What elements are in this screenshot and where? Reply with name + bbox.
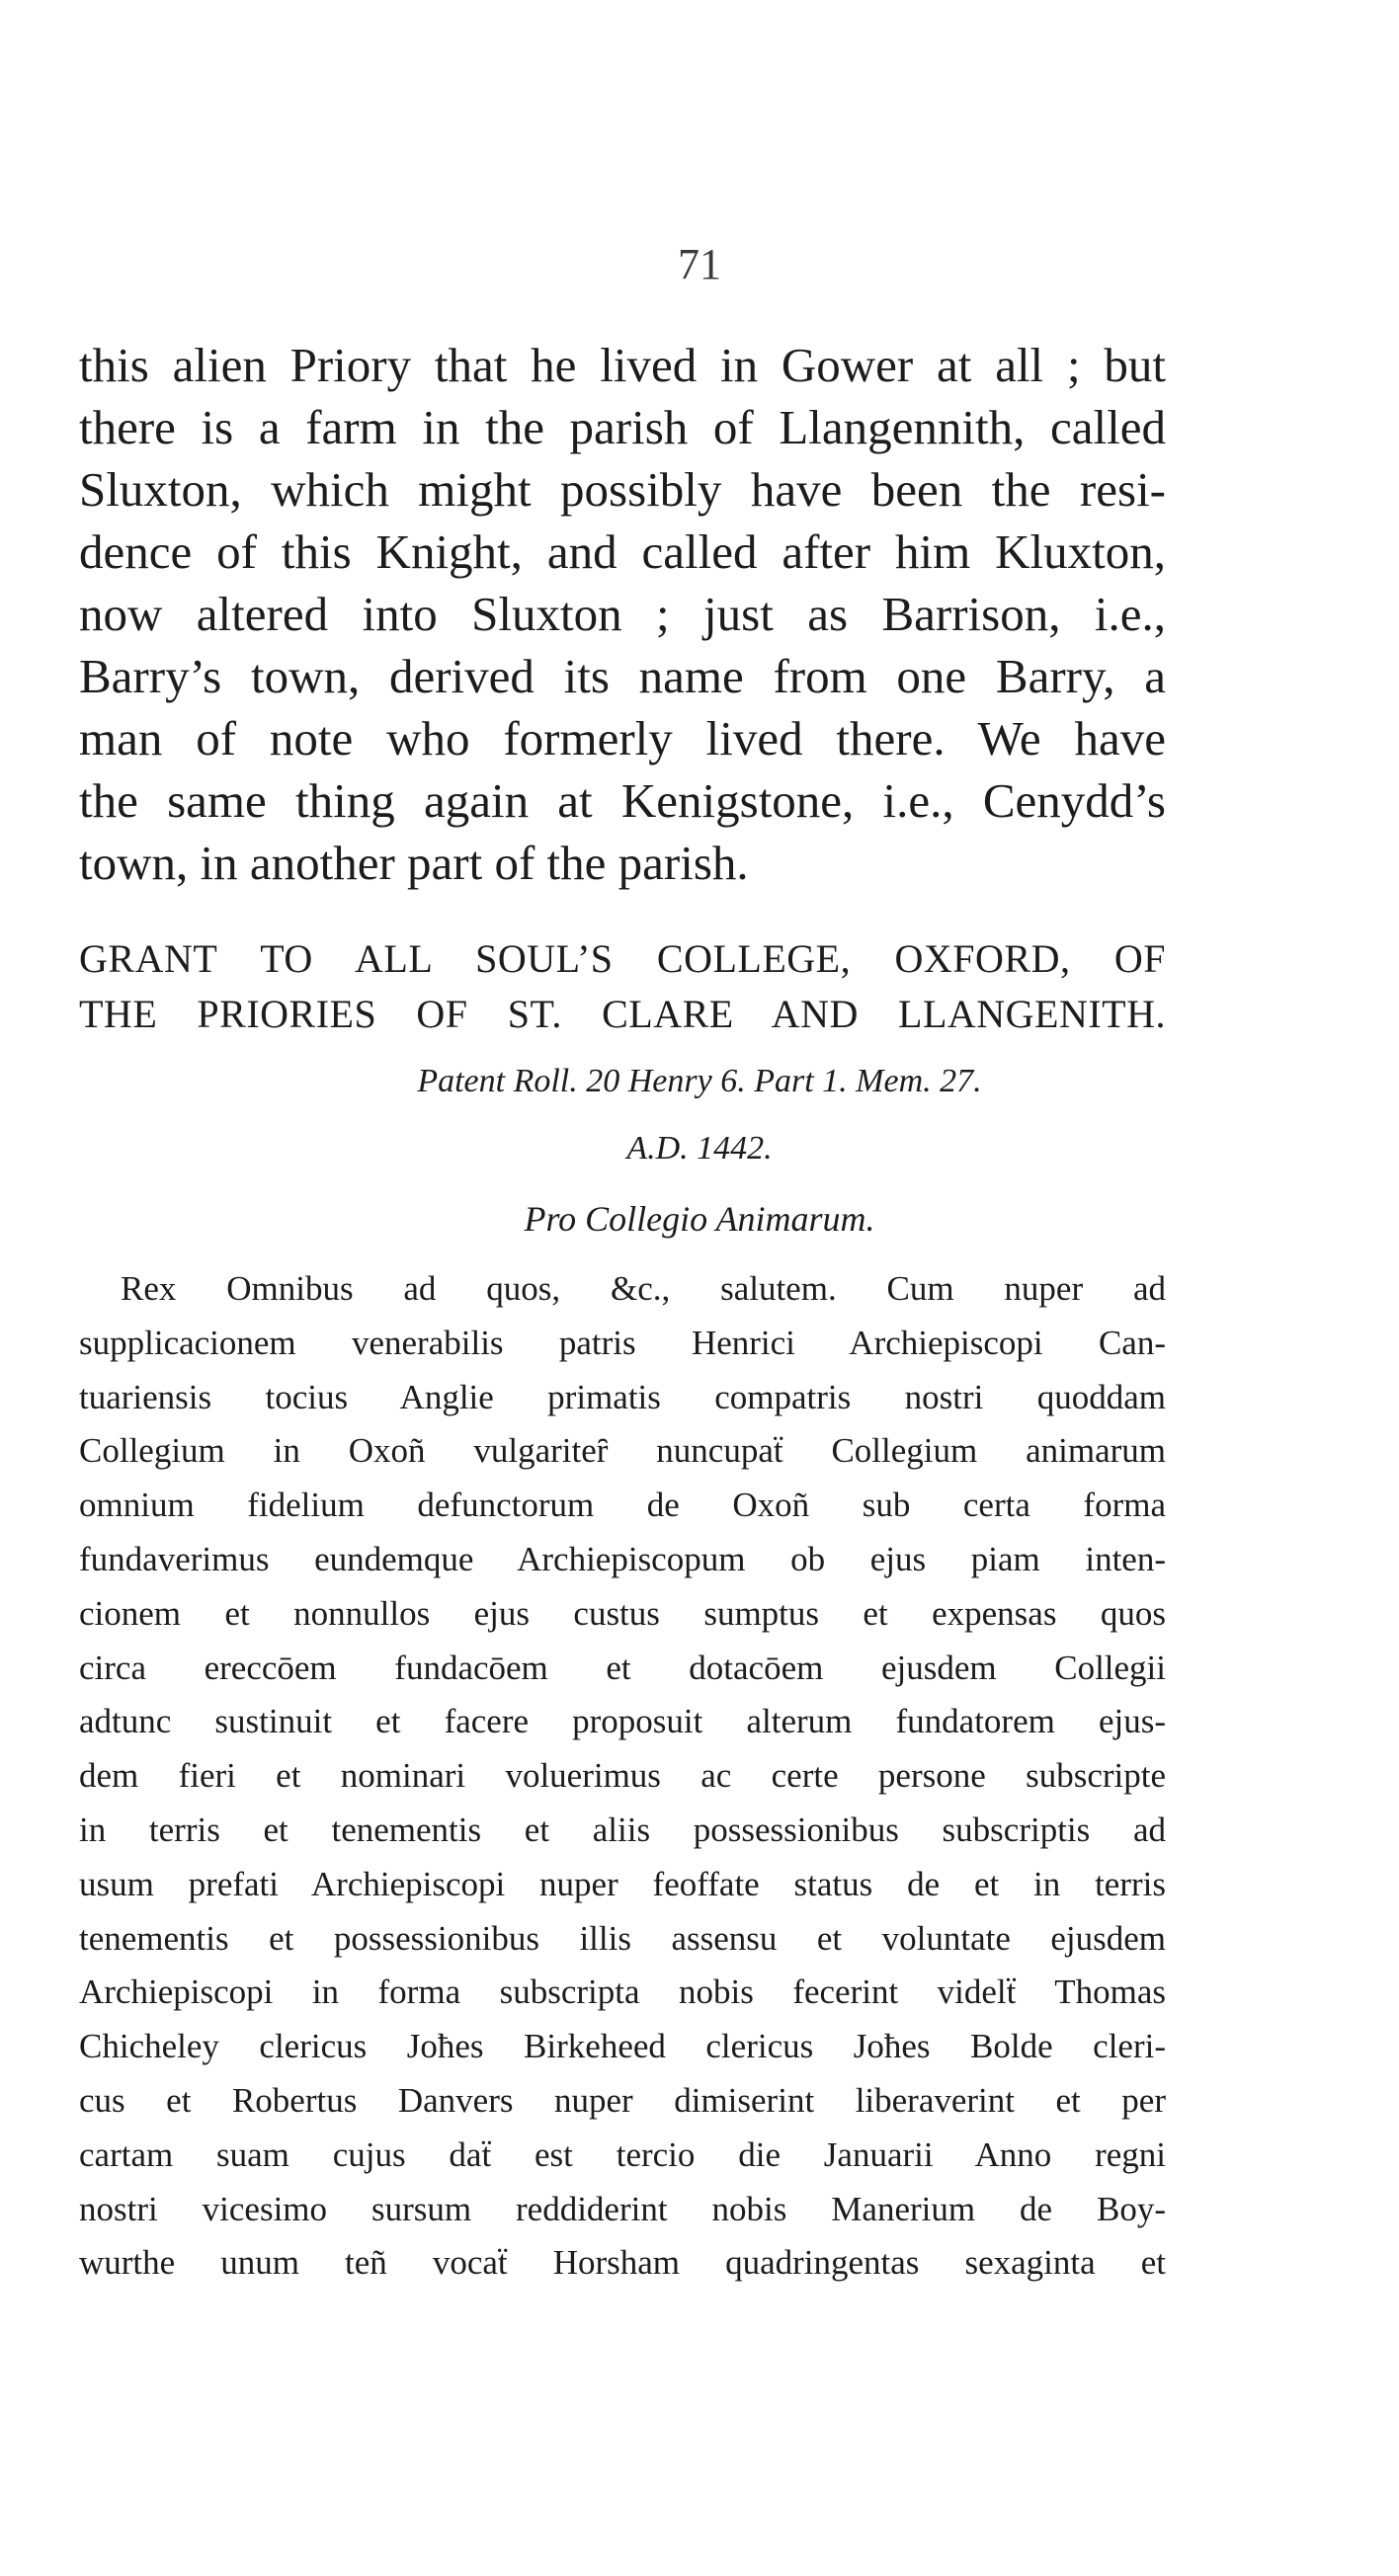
patent-roll-reference: Patent Roll. 20 Henry 6. Part 1. Mem. 27. xyxy=(417,1063,982,1099)
charter-line: supplicacionem venerabilis patris Henrici Archiepiscopi Can- xyxy=(79,1323,1166,1362)
intro-paragraph xyxy=(79,334,1166,894)
charter-line: fundaverimus eundemque Archiepiscopum ob ejus piam inten- xyxy=(79,1539,1166,1578)
intro-line: town, in another part of the parish. xyxy=(79,836,749,890)
charter-line: nostri vicesimo sursum reddiderint nobis Manerium de Boy- xyxy=(79,2189,1166,2228)
charter-line: dem fieri et nominari voluerimus ac certe persone subscripte xyxy=(79,1756,1166,1796)
intro-line: dence of this Knight, and called after him Kluxton, xyxy=(79,524,1166,579)
intro-line: man of note who formerly lived there. We have xyxy=(79,711,1166,765)
intro-line: Sluxton, which might possibly have been the resi- xyxy=(79,462,1166,517)
charter-line: adtunc sustinuit et facere proposuit alterum fundatorem ejus- xyxy=(79,1702,1166,1741)
intro-line: Barry’s town, derived its name from one Barry, a xyxy=(79,649,1166,703)
page-number: 71 xyxy=(678,240,721,288)
date-line: A.D. 1442. xyxy=(626,1130,773,1167)
charter-line: Chicheley clericus Joħes Birkeheed clericus Joħes Bolde cleri- xyxy=(79,2027,1166,2066)
heading-line: GRANT TO ALL SOUL’S COLLEGE, OXFORD, OF xyxy=(79,936,1166,981)
charter-line: cus et Robertus Danvers nuper dimiserint liberaverint et per xyxy=(79,2080,1166,2120)
charter-line: Collegium in Oxoñ vulgariteȓ nuncupaẗ Collegium animarum xyxy=(79,1431,1166,1471)
charter-line: circa ereccōem fundacōem et dotacōem ejusdem Collegii xyxy=(79,1648,1166,1687)
intro-line: now altered into Sluxton ; just as Barrison, i.e., xyxy=(79,587,1166,641)
charter-line: cartam suam cujus daẗ est tercio die Januarii Anno regni xyxy=(79,2134,1166,2174)
charter-line: cionem et nonnullos ejus custus sumptus et expensas quos xyxy=(79,1593,1166,1633)
charter-line: in terris et tenementis et aliis possessionibus subscriptis ad xyxy=(79,1810,1166,1849)
section-heading xyxy=(79,931,1166,1042)
intro-line: there is a farm in the parish of Llangennith, called xyxy=(79,400,1166,454)
latin-charter-text xyxy=(79,1262,1166,2291)
intro-line: the same thing again at Kenigstone, i.e., Cenydd’s xyxy=(79,773,1166,828)
charter-line: usum prefati Archiepiscopi nuper feoffate status de et in terris xyxy=(79,1864,1166,1903)
charter-line: tenementis et possessionibus illis assensu et voluntate ejusdem xyxy=(79,1918,1166,1958)
charter-line: Rex Omnibus ad quos, &c., salutem. Cum nuper ad xyxy=(121,1269,1166,1308)
intro-line: this alien Priory that he lived in Gower at all ; but xyxy=(79,338,1166,392)
charter-line: wurthe unum teñ vocaẗ Horsham quadringentas sexaginta et xyxy=(79,2243,1166,2283)
document-subheading: Pro Collegio Animarum. xyxy=(524,1199,875,1239)
charter-line: tuariensis tocius Anglie primatis compatris nostri quoddam xyxy=(79,1377,1166,1416)
heading-line: THE PRIORIES OF ST. CLARE AND LLANGENITH. xyxy=(79,992,1166,1036)
charter-line: omnium fidelium defunctorum de Oxoñ sub certa forma xyxy=(79,1486,1166,1525)
charter-line: Archiepiscopi in forma subscripta nobis fecerint videlẗ Thomas xyxy=(79,1972,1166,2012)
